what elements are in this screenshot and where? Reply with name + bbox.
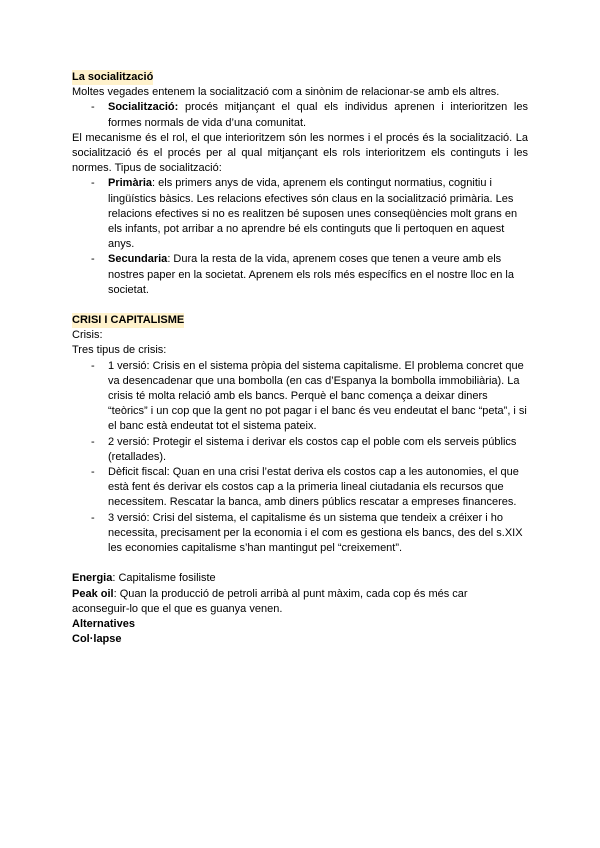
list-item: [91, 100, 528, 130]
peak-oil-line: [72, 587, 528, 617]
document-page: [72, 70, 528, 647]
mechanism-paragraph: El mecanisme és el rol, el que interioritzem són les normes i el procés és la socialització. La socialització és el procés per al qual mitjançant els rols interioritzem els continguts i les normes. Tipus de socialització:: [72, 131, 528, 175]
collapse-label: Col·lapse: [72, 633, 122, 646]
section-crisi-capitalisme: [72, 313, 528, 556]
definition-list: [72, 100, 528, 130]
list-item: [91, 511, 528, 557]
crisis-list: [72, 359, 528, 557]
term-text: procés mitjançant el qual els individus aprenen i interioritzen les formes normals de vida d’una comunitat.: [108, 101, 528, 129]
crisis-label: Crisis:: [72, 329, 103, 342]
energia-line: [72, 571, 528, 586]
list-item: [91, 435, 528, 465]
term-label: Secundaria: [108, 253, 168, 266]
list-item: [91, 176, 528, 252]
list-item: [91, 465, 528, 511]
section-title-socialitzacio: La socialització: [72, 70, 153, 85]
section-socialitzacio: [72, 70, 528, 298]
alternatives-heading: [72, 617, 528, 632]
spacer: [72, 298, 528, 313]
item-text: 3 versió: Crisi del sistema, el capitalisme és un sistema que tendeix a créixer i ho necessita, precisament per la economia i el com es gestiona els bancs, des del s.XIX les economies capitalisme s’han mantingut pel “creixement”.: [108, 511, 523, 555]
intro-paragraph: Moltes vegades entenem la socialització com a sinònim de relacionar-se amb els altres.: [72, 86, 500, 99]
section-title-crisi: CRISI I CAPITALISME: [72, 313, 184, 328]
term-label: Socialització:: [108, 101, 179, 114]
dash-bullet: -: [91, 101, 95, 114]
collapse-heading: [72, 632, 528, 647]
peak-oil-term: Peak oil: [72, 587, 114, 600]
term-text: : els primers anys de vida, aprenem els contingut normatius, cognitiu i lingüístics bàsics. Les relacions efectives són claus en la socialització primària. Les relacions efectives si no es realitzen bé suposen unes conseqüències molt grans en els infants, pot arribar a no aprendre bé els continguts que li pertoquen en aquest anys.: [108, 177, 518, 251]
item-text: 2 versió: Protegir el sistema i derivar els costos cap el poble com els serveis públics (retallades).: [108, 435, 517, 463]
section-energia: [72, 571, 528, 647]
item-text: Dèficit fiscal: Quan en una crisi l’estat deriva els costos cap a les autonomies, el que està fent és derivar els costos cap a la primeria lineal ciutadania els recursos que necessitem. Rescatar la banca, amb diners públics rescatar a empreses financeres.: [108, 466, 519, 509]
types-list: [72, 176, 528, 298]
dash-bullet: -: [91, 511, 95, 524]
peak-oil-text: : Quan la producció de petroli arribà al punt màxim, cada cop és més car aconseguir-lo que el que es guanya venen.: [72, 587, 468, 615]
energia-term: Energia: [72, 572, 113, 585]
energia-text: : Capitalisme fosiliste: [112, 572, 216, 585]
term-label: Primària: [108, 177, 153, 190]
list-item: [91, 252, 528, 298]
spacer: [72, 556, 528, 571]
list-item: [91, 359, 528, 435]
dash-bullet: -: [91, 359, 95, 372]
term-text: : Dura la resta de la vida, aprenem coses que tenen a veure amb els nostres paper en la societat. Aprenem els rols més específics en el nostre lloc en la societat.: [108, 253, 514, 296]
dash-bullet: -: [91, 466, 95, 479]
dash-bullet: -: [91, 177, 95, 190]
dash-bullet: -: [91, 253, 95, 266]
crisis-types-label: Tres tipus de crisis:: [72, 344, 167, 357]
item-text: 1 versió: Crisis en el sistema pròpia del sistema capitalisme. El problema concret que va desencadenar que una bombolla (en cas d’Espanya la bombolla immobiliària). La crisis té molta relació amb els bancs. Perquè el banc comença a deixar diners “teòrics” i un cop que la gent no pot pagar i el banc és veu endeutat el banc “peta”, i si el banc està endeutat tot el sistema pateix.: [108, 359, 527, 433]
alternatives-label: Alternatives: [72, 617, 135, 630]
dash-bullet: -: [91, 435, 95, 448]
